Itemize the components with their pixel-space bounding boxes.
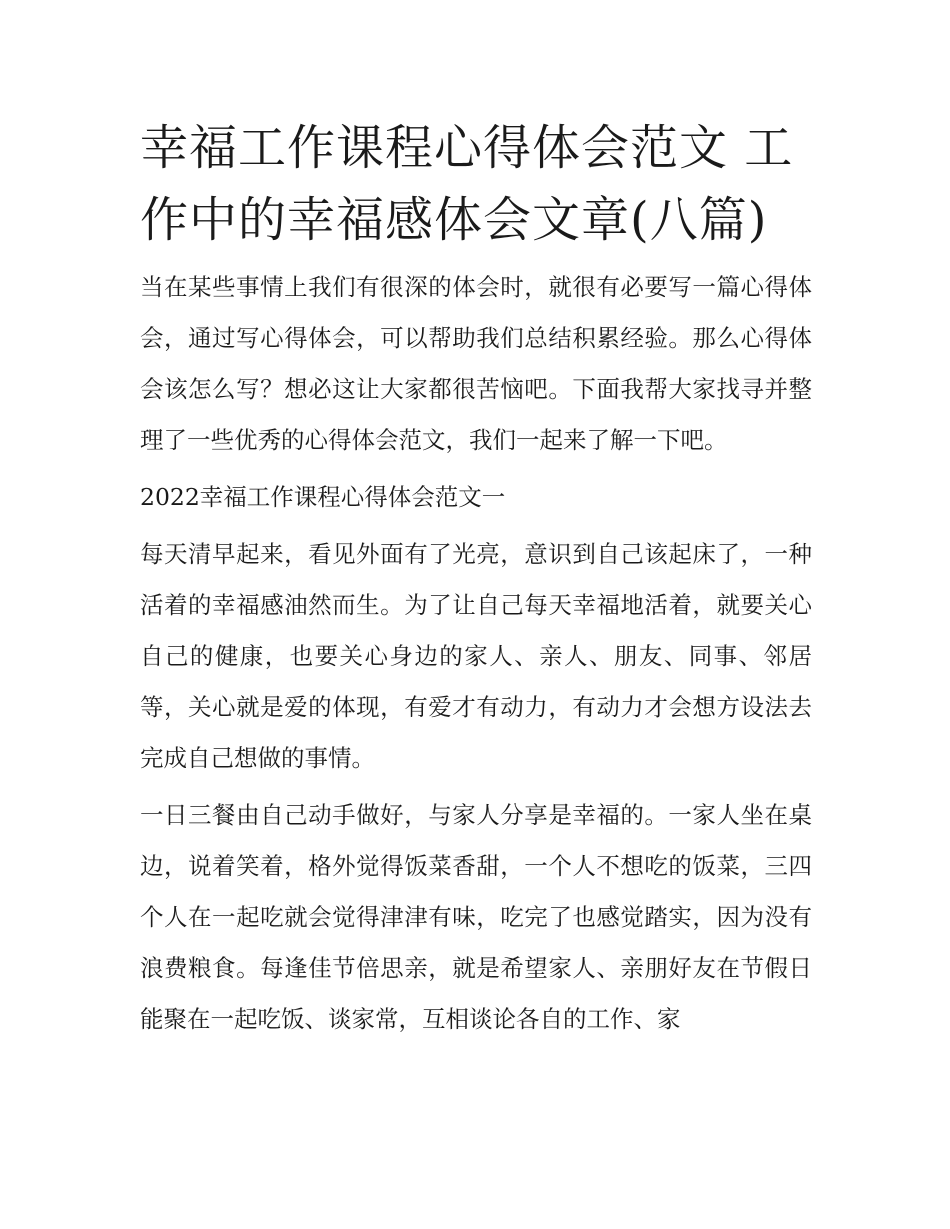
- intro-paragraph: 当在某些事情上我们有很深的体会时，就很有必要写一篇心得体会，通过写心得体会，可以帮助我们总结积累经验。那么心得体会该怎么写？想必这让大家都很苦恼吧。下面我帮大家找寻并整理了一些优秀的心得体会范文，我们一起来了解一下吧。: [140, 273, 812, 454]
- document-title: 幸福工作课程心得体会范文 工作中的幸福感体会文章(八篇): [140, 120, 794, 248]
- body-paragraph-2: 一日三餐由自己动手做好，与家人分享是幸福的。一家人坐在桌边，说着笑着，格外觉得饭菜香甜，一个人不想吃的饭菜，三四个人在一起吃就会觉得津津有味，吃完了也感觉踏实，因为没有浪费粮食。每逢佳节倍思亲，就是希望家人、亲朋好友在节假日能聚在一起吃饭、谈家常，互相谈论各自的工作、家: [140, 801, 812, 1033]
- section-heading: 2022幸福工作课程心得体会范文一: [140, 483, 506, 511]
- body-paragraph-1: 每天清早起来，看见外面有了光亮，意识到自己该起床了，一种活着的幸福感油然而生。为了让自己每天幸福地活着，就要关心自己的健康，也要关心身边的家人、亲人、朋友、同事、邻居等，关心就是爱的体现，有爱才有动力，有动力才会想方设法去完成自己想做的事情。: [140, 540, 812, 772]
- document-body: [140, 112, 812, 1045]
